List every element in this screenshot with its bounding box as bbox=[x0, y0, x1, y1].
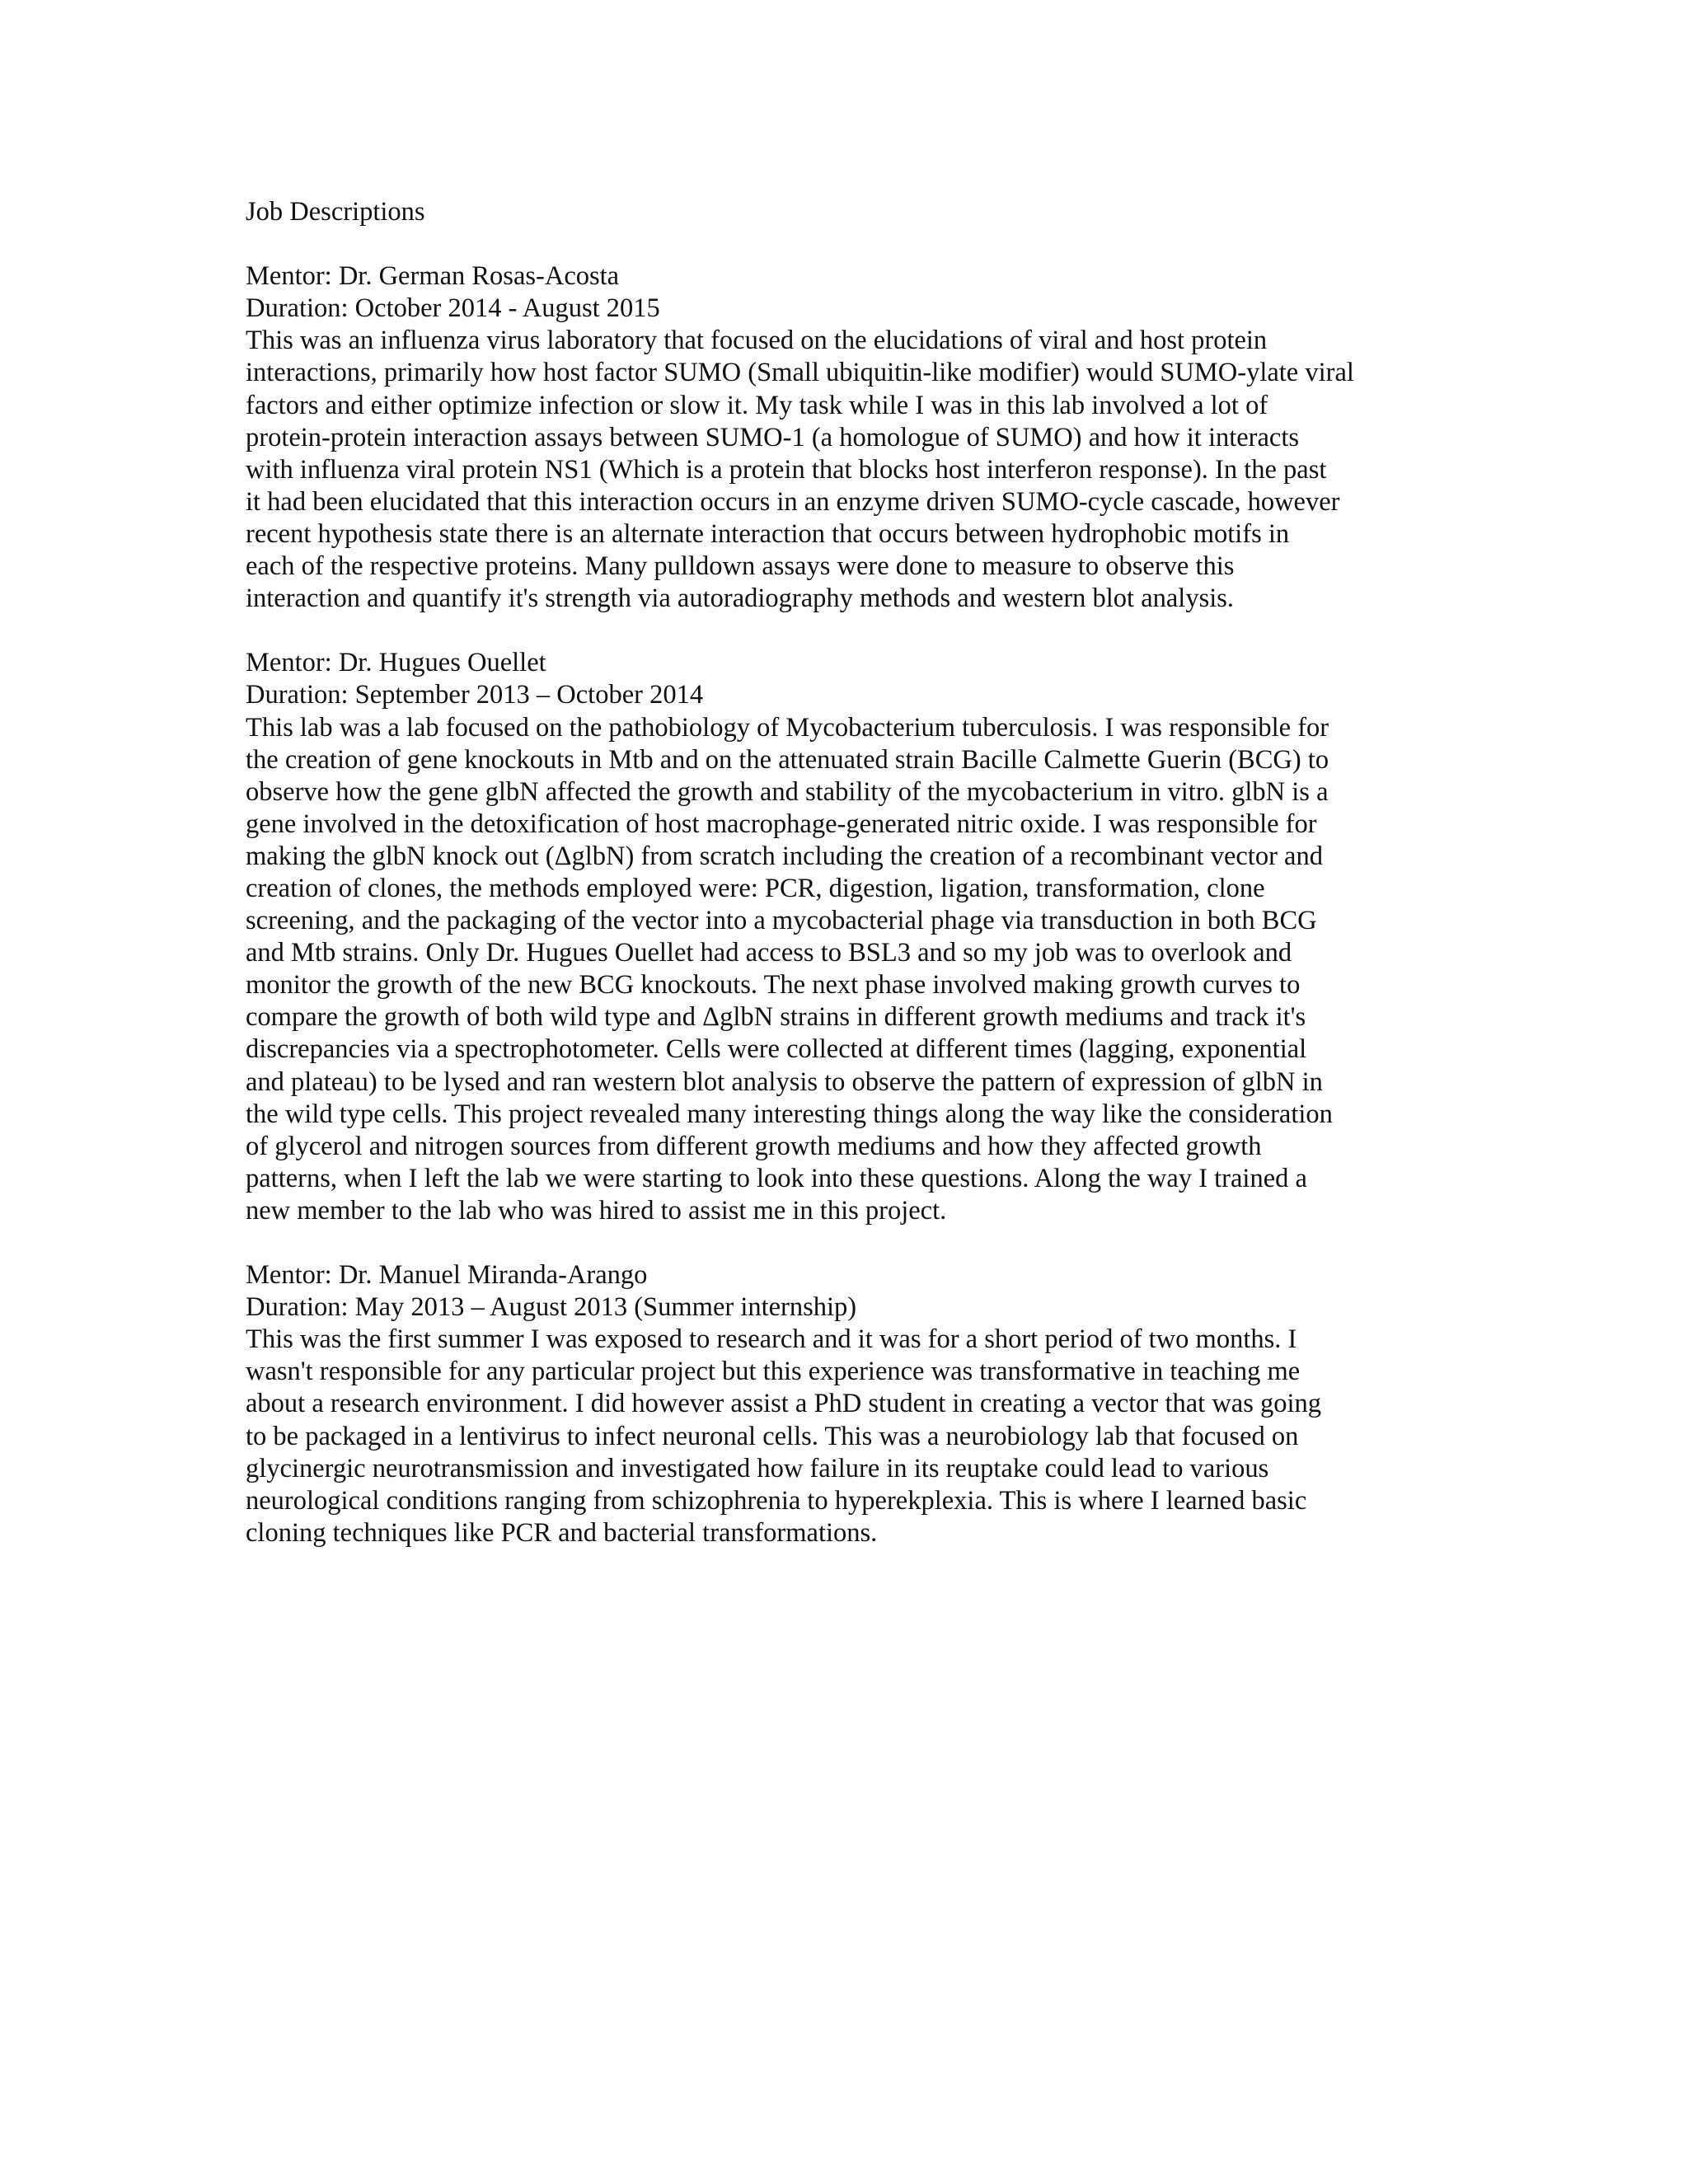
spacer bbox=[246, 1227, 1449, 1259]
description-line: making the glbN knock out (ΔglbN) from scratch including the creation of a recombinant vector and bbox=[246, 841, 1323, 871]
description-line: protein-protein interaction assays between SUMO-1 (a homologue of SUMO) and how it interacts bbox=[246, 422, 1300, 452]
description-line: creation of clones, the methods employed were: PCR, digestion, ligation, transformation, clone bbox=[246, 873, 1265, 903]
document-title: Job Descriptions bbox=[246, 197, 425, 227]
spacer bbox=[246, 615, 1449, 647]
description-line: it had been elucidated that this interaction occurs in an enzyme driven SUMO-cycle cascade, however bbox=[246, 486, 1340, 517]
description-line: factors and either optimize infection or slow it. My task while I was in this lab involved a lot of bbox=[246, 390, 1268, 420]
description-line: screening, and the packaging of the vector into a mycobacterial phage via transduction in both BCG bbox=[246, 906, 1317, 936]
description-line: with influenza viral protein NS1 (Which is a protein that blocks host interferon response). In the past bbox=[246, 454, 1327, 485]
description-line: to be packaged in a lentivirus to infect neuronal cells. This was a neurobiology lab that focused on bbox=[246, 1421, 1299, 1451]
mentor-line: Mentor: Dr. German Rosas-Acosta bbox=[246, 261, 620, 292]
job-entry-3 bbox=[246, 1259, 1449, 1549]
description-line: monitor the growth of the new BCG knockouts. The next phase involved making growth curves to bbox=[246, 970, 1301, 1001]
description-line: interaction and quantify it's strength via autoradiography methods and western blot analysis. bbox=[246, 583, 1235, 614]
description-line: This was the first summer I was exposed to research and it was for a short period of two months. I bbox=[246, 1324, 1297, 1355]
description-line: and plateau) to be lysed and ran western blot analysis to observe the pattern of expression of glbN in bbox=[246, 1066, 1323, 1097]
description-line: compare the growth of both wild type and ΔglbN strains in different growth mediums and track it's bbox=[246, 1002, 1306, 1033]
description-line: each of the respective proteins. Many pulldown assays were done to measure to observe this bbox=[246, 551, 1235, 582]
description-line: new member to the lab who was hired to assist me in this project. bbox=[246, 1195, 947, 1226]
description-line: gene involved in the detoxification of host macrophage-generated nitric oxide. I was responsible for bbox=[246, 808, 1317, 839]
description-line: discrepancies via a spectrophotometer. Cells were collected at different times (lagging, exponential bbox=[246, 1034, 1307, 1065]
duration-line: Duration: September 2013 – October 2014 bbox=[246, 680, 704, 710]
duration-line: Duration: May 2013 – August 2013 (Summer internship) bbox=[246, 1292, 857, 1323]
description-line: the wild type cells. This project revealed many interesting things along the way like the consideration bbox=[246, 1099, 1333, 1129]
description-line: recent hypothesis state there is an alternate interaction that occurs between hydrophobic motifs in bbox=[246, 518, 1290, 549]
job-entry-1 bbox=[246, 260, 1449, 615]
description-line: the creation of gene knockouts in Mtb and on the attenuated strain Bacille Calmette Guerin (BCG) to bbox=[246, 744, 1329, 775]
description-line: observe how the gene glbN affected the growth and stability of the mycobacterium in vitro. glbN is a bbox=[246, 776, 1329, 807]
description-line: cloning techniques like PCR and bacterial transformations. bbox=[246, 1517, 878, 1548]
description-line: wasn't responsible for any particular project but this experience was transformative in teaching me bbox=[246, 1357, 1301, 1387]
description-line: about a research environment. I did however assist a PhD student in creating a vector that was going bbox=[246, 1389, 1322, 1419]
description-line: glycinergic neurotransmission and investigated how failure in its reuptake could lead to various bbox=[246, 1453, 1269, 1483]
description-line: interactions, primarily how host factor SUMO (Small ubiquitin-like modifier) would SUMO-ylate viral bbox=[246, 358, 1354, 388]
duration-line: Duration: October 2014 - August 2015 bbox=[246, 293, 660, 324]
description-line: patterns, when I left the lab we were starting to look into these questions. Along the way I trained a bbox=[246, 1163, 1307, 1193]
document-page bbox=[246, 196, 1449, 1549]
description-line: This was an influenza virus laboratory that focused on the elucidations of viral and host protein bbox=[246, 326, 1268, 356]
description-line: and Mtb strains. Only Dr. Hugues Ouellet had access to BSL3 and so my job was to overlook and bbox=[246, 938, 1292, 968]
description-line: of glycerol and nitrogen sources from different growth mediums and how they affected growth bbox=[246, 1131, 1262, 1161]
spacer bbox=[246, 228, 1449, 260]
description-line: This lab was a lab focused on the pathobiology of Mycobacterium tuberculosis. I was responsible for bbox=[246, 712, 1329, 743]
job-entry-2 bbox=[246, 647, 1449, 1227]
mentor-line: Mentor: Dr. Manuel Miranda-Arango bbox=[246, 1260, 648, 1291]
description-line: neurological conditions ranging from schizophrenia to hyperekplexia. This is where I learned basic bbox=[246, 1485, 1307, 1516]
mentor-line: Mentor: Dr. Hugues Ouellet bbox=[246, 648, 546, 678]
